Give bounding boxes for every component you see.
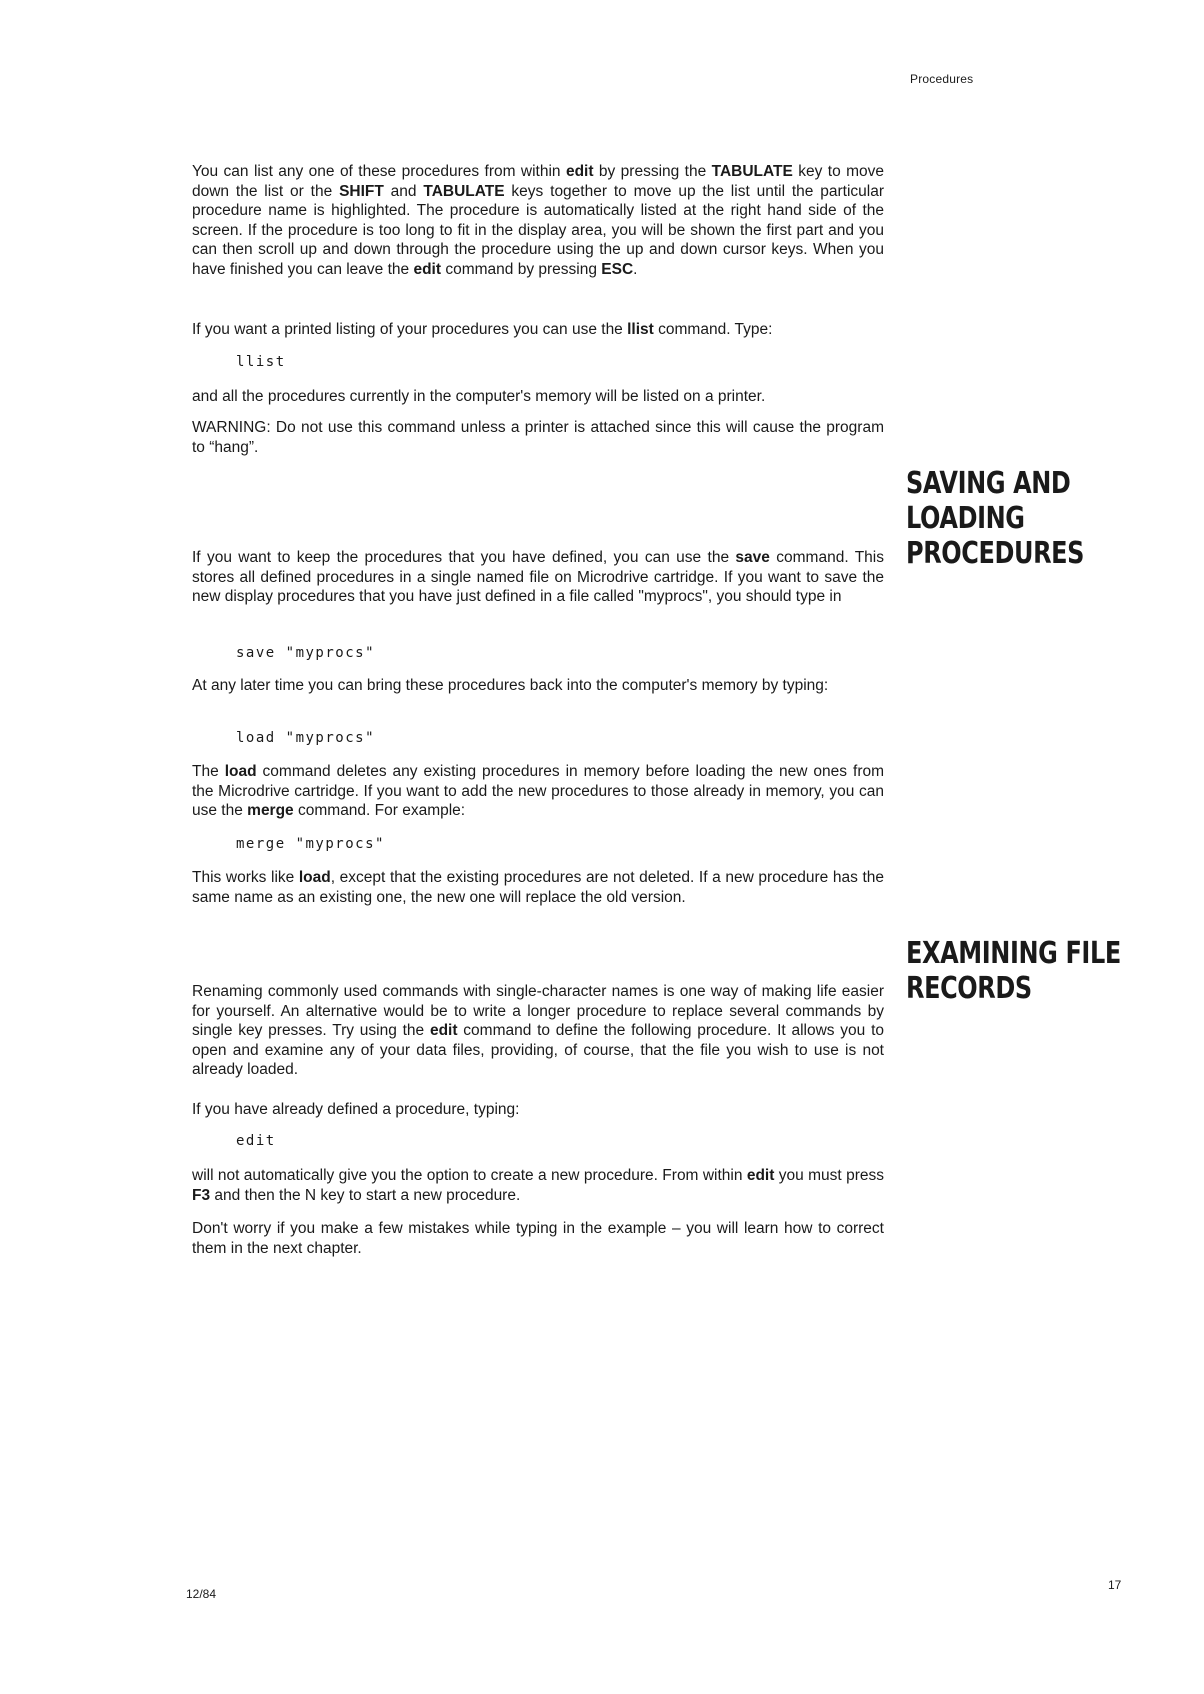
code-load: load "myprocs" xyxy=(236,730,376,746)
code-edit: edit xyxy=(236,1133,276,1149)
saving-paragraph-3: The load command deletes any existing procedures in memory before loading the new ones from the Microdrive cartridge. If you want to add the new procedures to those already in memory, you can use the merge command. For example: xyxy=(192,763,885,819)
examining-paragraph-2: If you have already defined a procedure, typing: xyxy=(192,1101,520,1118)
saving-paragraph-2: At any later time you can bring these procedures back into the computer's memory by typing: xyxy=(192,677,829,694)
intro-paragraph-2: If you want a printed listing of your procedures you can use the llist command. Type: xyxy=(192,321,773,338)
examining-paragraph-3: will not automatically give you the option to create a new procedure. From within edit you must press F3 and then the N key to start a new procedure. xyxy=(192,1167,884,1204)
code-merge: merge "myprocs" xyxy=(236,836,385,852)
saving-paragraph-1: If you want to keep the procedures that you have defined, you can use the save command. This stores all defined procedures in a single named file on Microdrive cartridge. If you want to save the new display procedures that you have just defined in a file called "myprocs", you should type in xyxy=(192,549,884,605)
page-number: 17 xyxy=(1108,1578,1122,1592)
page-header: Procedures xyxy=(910,72,974,86)
intro-paragraph-3: and all the procedures currently in the computer's memory will be listed on a printer. xyxy=(192,388,766,405)
examining-paragraph-1: Renaming commonly used commands with single-character names is one way of making life easier for yourself. An alternative would be to write a longer procedure to replace several commands by single key presses. Try using the edit command to define the following procedure. It allows you to open and examine any of your data files, providing, of course, that the file you wish to use is not already loaded. xyxy=(192,983,884,1078)
footer-date: 12/84 xyxy=(186,1587,217,1601)
code-save: save "myprocs" xyxy=(236,645,376,661)
examining-paragraph-4: Don't worry if you make a few mistakes while typing in the example – you will learn how to correct them in the next chapter. xyxy=(192,1220,884,1257)
warning-paragraph: WARNING: Do not use this command unless a printer is attached since this will cause the program to “hang”. xyxy=(192,419,884,456)
examining-records-heading: EXAMINING FILE RECORDS xyxy=(906,936,1121,1006)
intro-paragraph-1: You can list any one of these procedures from within edit by pressing the TABULATE key to move down the list or the SHIFT and TABULATE keys together to move up the list until the particular procedure name is highlighted. The procedure is automatically listed at the right hand side of the screen. If the procedure is too long to fit in the display area, you will be shown the first part and you can then scroll up and down through the procedure using the up and down cursor keys. When you have finished you can leave the edit command by pressing ESC. xyxy=(192,163,884,278)
saving-paragraph-4: This works like load, except that the existing procedures are not deleted. If a new procedure has the same name as an existing one, the new one will replace the old version. xyxy=(192,869,884,906)
saving-loading-heading: SAVING AND LOADING PROCEDURES xyxy=(906,466,1085,571)
code-llist: llist xyxy=(236,354,286,370)
